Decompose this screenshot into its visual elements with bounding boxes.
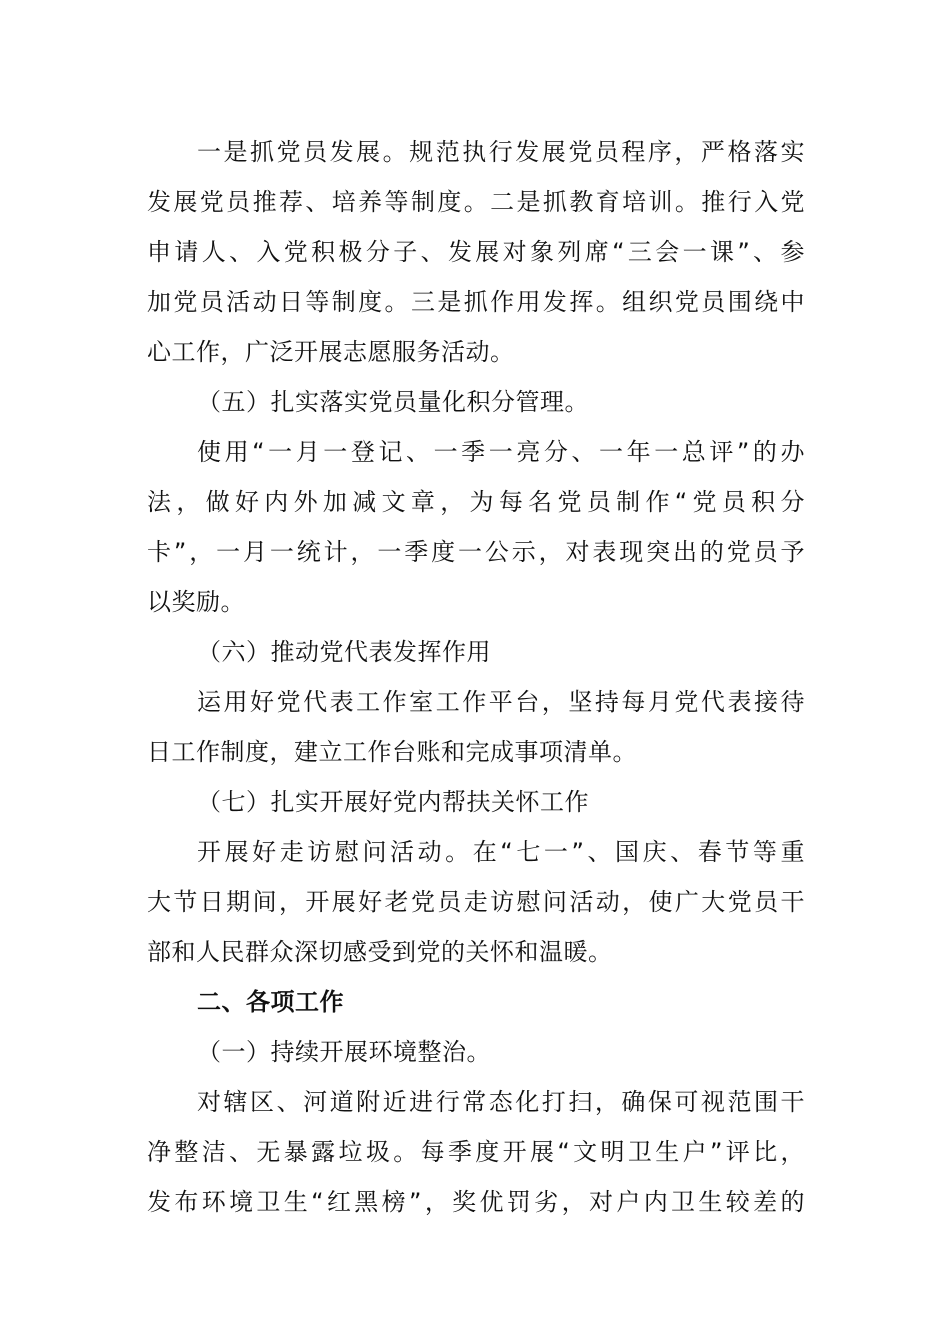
section-subheading: （一）持续开展环境整治。 [197,1038,491,1066]
section-subheading: （七）扎实开展好党内帮扶关怀工作 [197,788,589,816]
paragraph-line: 对辖区、河道附近进行常态化打扫，确保可视范围干 [197,1088,805,1116]
paragraph-line: 发布环境卫生“红黑榜”，奖优罚劣，对户内卫生较差的 [147,1188,805,1216]
paragraph-line: 心工作，广泛开展志愿服务活动。 [147,338,515,366]
paragraph-line: 开展好走访慰问活动。在“七一”、国庆、春节等重 [197,838,805,866]
paragraph-line: 申请人、入党积极分子、发展对象列席“三会一课”、参 [147,238,805,266]
paragraph-line: 运用好党代表工作室工作平台，坚持每月党代表接待 [197,688,805,716]
paragraph-line: 净整洁、无暴露垃圾。每季度开展“文明卫生户”评比， [147,1138,805,1166]
paragraph-line: 法，做好内外加减文章，为每名党员制作“党员积分 [147,488,805,516]
section-subheading: （六）推动党代表发挥作用 [197,638,491,666]
paragraph-line: 卡”，一月一统计，一季度一公示，对表现突出的党员予 [147,538,805,566]
paragraph-line: 部和人民群众深切感受到党的关怀和温暖。 [147,938,613,966]
paragraph-line: 大节日期间，开展好老党员走访慰问活动，使广大党员干 [147,888,805,916]
section-subheading: （五）扎实落实党员量化积分管理。 [197,388,589,416]
paragraph-line: 使用“一月一登记、一季一亮分、一年一总评”的办 [197,438,805,466]
paragraph-line: 发展党员推荐、培养等制度。二是抓教育培训。推行入党 [147,188,805,216]
section-heading: 二、各项工作 [197,988,344,1016]
paragraph-line: 以奖励。 [147,588,245,616]
paragraph-line: 一是抓党员发展。规范执行发展党员程序，严格落实 [197,138,805,166]
paragraph-line: 加党员活动日等制度。三是抓作用发挥。组织党员围绕中 [147,288,805,316]
paragraph-line: 日工作制度，建立工作台账和完成事项清单。 [147,738,637,766]
